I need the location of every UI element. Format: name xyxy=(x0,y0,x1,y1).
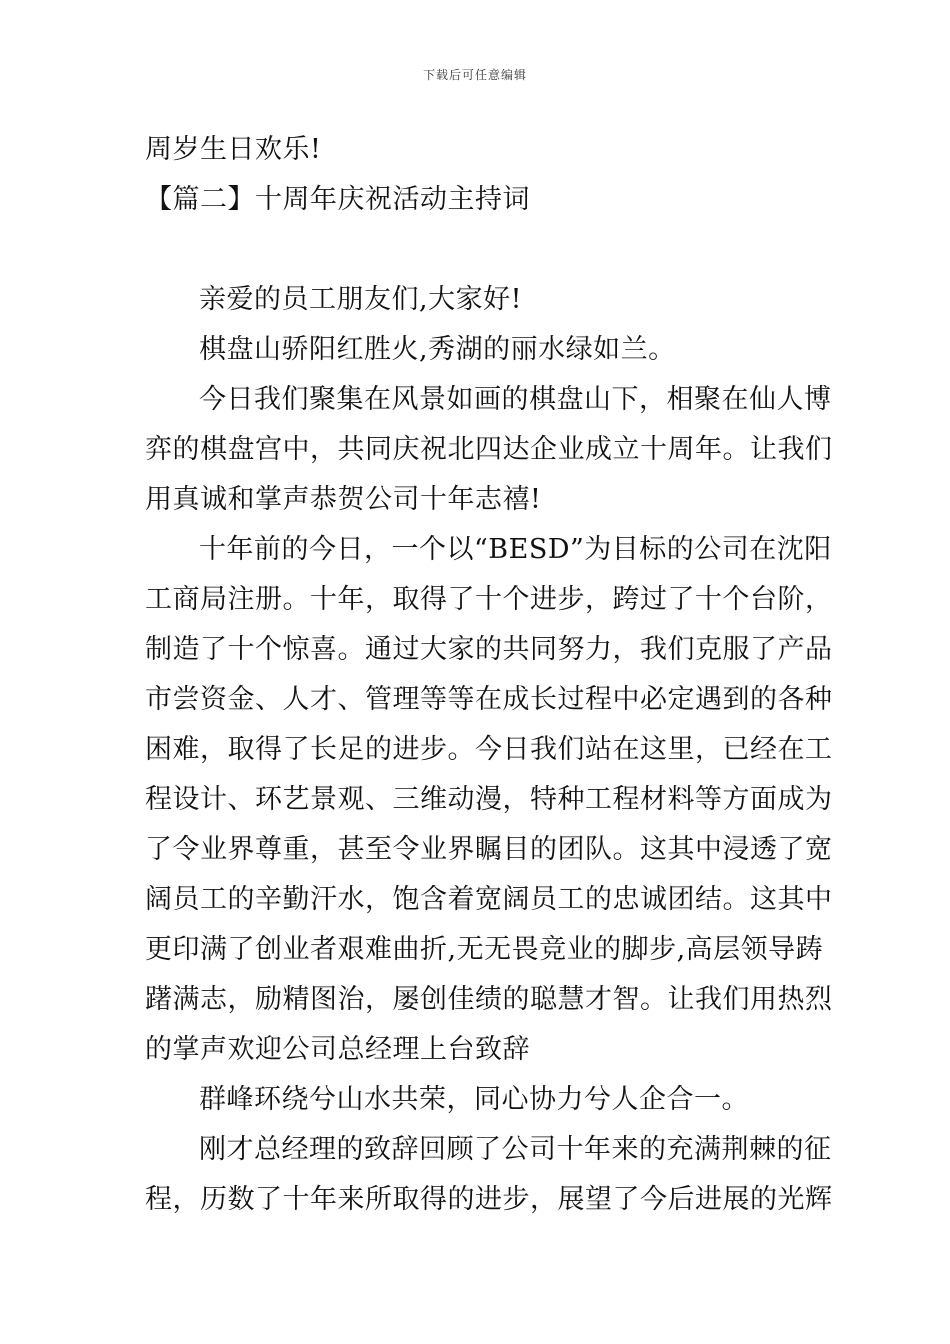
paragraph-line: 棋盘山骄阳红胜火,秀湖的丽水绿如兰。 xyxy=(199,334,676,365)
paragraph-line: 弈的棋盘宫中，共同庆祝北四达企业成立十周年。让我们 xyxy=(145,434,833,465)
paragraph-line: 了令业界尊重，甚至令业界瞩目的团队。这其中浸透了宽 xyxy=(145,834,833,865)
paragraph-line: 躇满志，励精图治，屡创佳绩的聪慧才智。让我们用热烈 xyxy=(145,984,833,1015)
paragraph-line: 工商局注册。十年，取得了十个进步，跨过了十个台阶， xyxy=(145,584,833,615)
paragraph-line: 的掌声欢迎公司总经理上台致辞 xyxy=(145,1034,530,1065)
paragraph-line: 程，历数了十年来所取得的进步，展望了今后进展的光辉 xyxy=(145,1184,833,1215)
paragraph-line: 十年前的今日，一个以“BESD”为目标的公司在沈阳 xyxy=(199,534,832,565)
paragraph-line: 群峰环绕兮山水共荣，同心协力兮人企合一。 xyxy=(199,1084,749,1115)
paragraph-line: 市尝资金、人才、管理等等在成长过程中必定遇到的各种 xyxy=(145,684,833,715)
paragraph-line: 更印满了创业者艰难曲折,无无畏竞业的脚步,高层领导踌 xyxy=(145,934,824,965)
paragraph-line: 今日我们聚集在风景如画的棋盘山下，相聚在仙人博 xyxy=(199,384,832,415)
paragraph-line: 困难，取得了长足的进步。今日我们站在这里，已经在工 xyxy=(145,734,833,765)
document-body xyxy=(145,128,833,1228)
paragraph-line: 阔员工的辛勤汗水，饱含着宽阔员工的忠诚团结。这其中 xyxy=(145,884,833,915)
paragraph-line: 亲爱的员工朋友们,大家好! xyxy=(199,284,522,315)
text-line: 周岁生日欢乐! xyxy=(145,134,322,165)
paragraph-line: 用真诚和掌声恭贺公司十年志禧! xyxy=(145,484,542,515)
blank-line xyxy=(145,228,807,272)
paragraph-line: 制造了十个惊喜。通过大家的共同努力，我们克服了产品 xyxy=(145,634,833,665)
paragraph-line: 程设计、环艺景观、三维动漫，特种工程材料等方面成为 xyxy=(145,784,833,815)
section-heading: 【篇二】十周年庆祝活动主持词 xyxy=(145,184,530,215)
paragraph-line: 刚才总经理的致辞回顾了公司十年来的充满荆棘的征 xyxy=(199,1134,832,1165)
page-header-note: 下载后可任意编辑 xyxy=(422,68,527,82)
